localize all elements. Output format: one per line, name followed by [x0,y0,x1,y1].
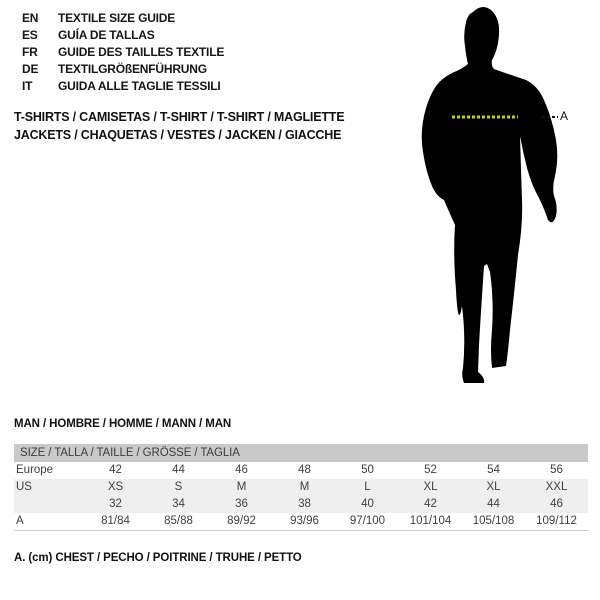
language-row [22,27,224,44]
table-cell: 32 [109,498,122,510]
row-label [14,496,84,513]
language-code: EN [22,11,39,25]
category-jackets: JACKETS / CHAQUETAS / VESTES / JACKEN / GIACCHE [14,128,342,142]
row-label: A [16,515,24,527]
footnote-chest: A. (cm) CHEST / PECHO / POITRINE / TRUHE / PETTO [14,552,302,564]
table-cell: 44 [172,464,185,476]
table-cell: 48 [298,464,311,476]
table-row-us [14,479,588,496]
table-cell: 89/92 [227,515,256,527]
table-cell: XL [423,481,438,493]
language-row [22,61,224,78]
language-title: GUIDA ALLE TAGLIE TESSILI [58,79,221,93]
table-cell: M [236,481,247,493]
table-row-chest-a [14,513,588,530]
table-cell: 42 [109,464,122,476]
language-code: DE [22,62,39,76]
language-row [22,44,224,61]
table-cell: 54 [487,464,500,476]
language-row [22,10,224,27]
language-list [22,10,224,95]
row-label: Europe [16,464,54,476]
language-row [22,78,224,95]
table-row-numeric [14,496,588,513]
language-title: GUIDE DES TAILLES TEXTILE [58,45,225,59]
man-silhouette-svg [400,0,600,400]
table-cell: 46 [235,464,248,476]
table-cell: 36 [235,498,248,510]
table-cell: 93/96 [290,515,319,527]
table-cell: L [364,481,371,493]
language-title: TEXTILE SIZE GUIDE [58,11,176,25]
table-cell: M [299,481,310,493]
table-cell: 85/88 [164,515,193,527]
table-row-europe [14,462,588,479]
table-cell: 105/108 [472,515,515,527]
language-code: ES [22,28,38,42]
row-label: US [16,481,32,493]
table-cell: 46 [550,498,563,510]
table-cell: XXL [545,481,568,493]
size-table-header: SIZE / TALLA / TAILLE / GRÖSSE / TAGLIA [14,444,588,462]
table-cell: XL [486,481,501,493]
category-tshirts: T-SHIRTS / CAMISETAS / T-SHIRT / T-SHIRT / MAGLIETTE [14,110,345,124]
table-cell: 50 [361,464,374,476]
man-silhouette-shape [422,7,558,383]
language-code: IT [22,79,33,93]
man-silhouette-figure [400,0,600,400]
table-cell: 40 [361,498,374,510]
table-cell: 97/100 [349,515,386,527]
table-cell: 42 [424,498,437,510]
language-title: TEXTILGRÖßENFÜHRUNG [58,62,207,76]
size-table [14,444,588,531]
table-cell: 44 [487,498,500,510]
language-title: GUÍA DE TALLAS [58,28,155,42]
table-cell: 81/84 [101,515,130,527]
section-title-man: MAN / HOMBRE / HOMME / MANN / MAN [14,418,232,430]
table-cell: 52 [424,464,437,476]
table-cell: 34 [172,498,185,510]
table-cell: 109/112 [536,515,577,527]
table-cell: 38 [298,498,311,510]
table-cell: 101/104 [409,515,452,527]
table-cell: XS [107,481,124,493]
language-code: FR [22,45,38,59]
measure-label-a: A [560,109,569,123]
table-cell: 56 [550,464,563,476]
table-cell: S [174,481,183,493]
